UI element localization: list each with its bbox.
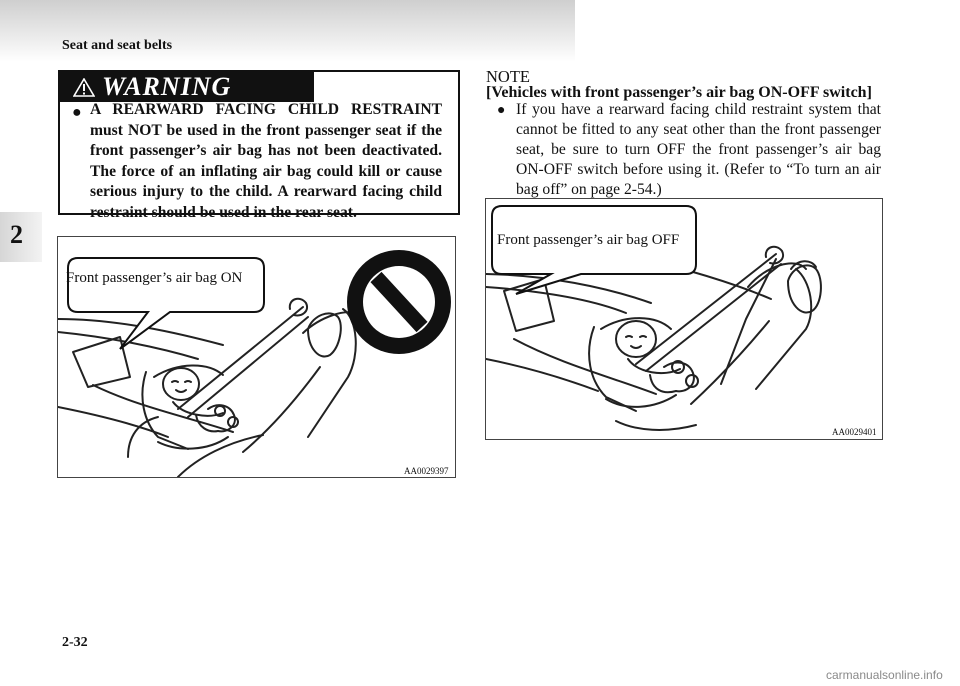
callout-airbag-off: Front passenger’s air bag OFF bbox=[497, 232, 680, 248]
note-bullet: ● bbox=[497, 103, 506, 118]
warning-bullet: ● bbox=[72, 104, 82, 121]
note-text: If you have a rearward facing child restraint system that cannot be fitted to any seat other than the front passenger seat, be sure to turn OFF the front passenger’s air bag ON-OFF switch before using it. (Refer to “To turn an air bag off” on page 2-54.) bbox=[516, 101, 881, 198]
warning-header bbox=[60, 72, 314, 102]
figure-code: AA0029397 bbox=[404, 466, 449, 476]
note-subheading: [Vehicles with front passenger’s air bag ON-OFF switch] bbox=[486, 84, 872, 101]
callout-bubble bbox=[492, 206, 696, 294]
figure-airbag-off bbox=[485, 198, 883, 440]
warning-triangle-icon bbox=[73, 78, 95, 97]
figure-code: AA0029401 bbox=[832, 427, 877, 437]
callout-airbag-on: Front passenger’s air bag ON bbox=[66, 270, 243, 286]
figure-airbag-on bbox=[57, 236, 456, 478]
warning-text: A REARWARD FACING CHILD RESTRAINT must NOT be used in the front passenger seat if the front passenger’s air bag has not been deactivated. The force of an inflating air bag could kill or cause serious injury to the child. A rearward facing child restraint should be used in the rear seat. bbox=[90, 101, 442, 221]
airbag-off-illustration bbox=[486, 199, 882, 439]
page-number: 2-32 bbox=[62, 635, 88, 650]
note-heading: NOTE bbox=[486, 67, 530, 86]
section-title: Seat and seat belts bbox=[62, 38, 173, 53]
airbag-on-illustration bbox=[58, 237, 455, 477]
warning-box bbox=[58, 70, 460, 221]
watermark: carmanualsonline.info bbox=[826, 668, 943, 682]
prohibition-icon bbox=[347, 250, 451, 354]
warning-title: WARNING bbox=[102, 72, 232, 101]
chapter-number: 2 bbox=[10, 220, 23, 249]
